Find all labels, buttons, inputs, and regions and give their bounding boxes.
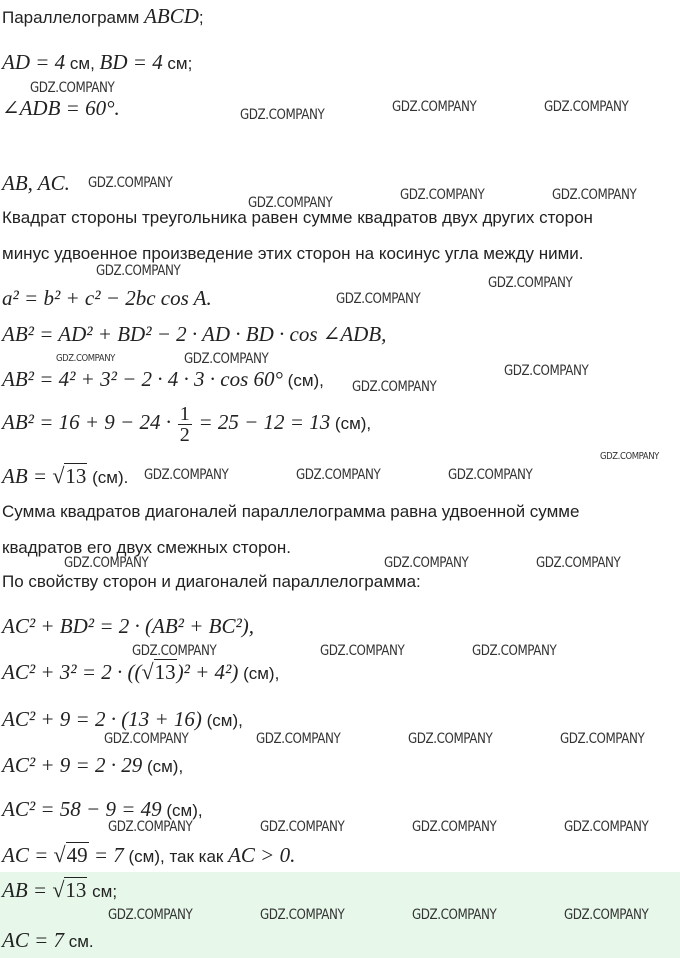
watermark: GDZ.COMPANY [504,363,589,379]
watermark: GDZ.COMPANY [488,275,573,291]
watermark: GDZ.COMPANY [260,907,345,923]
watermark: GDZ.COMPANY [56,353,115,364]
ac-line-6: AC = √49 = 7 (см), так как AC > 0. [2,842,296,867]
diag-text-1: Сумма квадратов диагоналей параллелограмма равна удвоенной сумме [2,502,580,521]
answer-line-2: AC = 7 см. [2,928,94,952]
watermark: GDZ.COMPANY [88,175,173,191]
watermark: GDZ.COMPANY [96,263,181,279]
watermark: GDZ.COMPANY [600,451,659,462]
find-line: AB, AC. [2,171,70,195]
watermark: GDZ.COMPANY [108,819,193,835]
fraction-one-half: $\frac{1}{2}$ [179,403,190,446]
sqrt-icon: √ [53,842,66,867]
watermark: GDZ.COMPANY [240,107,325,123]
watermark: GDZ.COMPANY [412,819,497,835]
ac-line-2: AC² + 3² = 2 · ((√13)² + 4²) (см), [2,659,280,684]
ab-line-4: AB = √13 (см). [2,463,129,488]
watermark: GDZ.COMPANY [392,99,477,115]
watermark: GDZ.COMPANY [144,467,229,483]
watermark: GDZ.COMPANY [256,731,341,747]
given-line-2: AD = 4 см, BD = 4 см; [2,50,193,74]
law-text-2: минус удвоенное произведение этих сторон на косинус угла между ними. [2,244,584,263]
given-line-3: ∠ADB = 60°. [2,96,120,120]
sqrt-icon: √ [141,659,154,684]
given-line-1: Параллелограмм ABCD; [2,4,204,28]
watermark: GDZ.COMPANY [536,555,621,571]
ac-line-4: AC² + 9 = 2 · 29 (см), [2,753,184,777]
watermark: GDZ.COMPANY [352,379,437,395]
diag-text-2: квадратов его двух смежных сторон. [2,538,291,557]
ab-line-1: AB² = AD² + BD² − 2 · AD · BD · cos ∠ADB, [2,322,387,346]
watermark: GDZ.COMPANY [448,467,533,483]
watermark: GDZ.COMPANY [336,291,421,307]
watermark: GDZ.COMPANY [400,187,485,203]
ac-line-3: AC² + 9 = 2 · (13 + 16) (см), [2,707,243,731]
watermark: GDZ.COMPANY [412,907,497,923]
watermark: GDZ.COMPANY [564,907,649,923]
ac-line-5: AC² = 58 − 9 = 49 (см), [2,797,203,821]
ab-line-2: AB² = 4² + 3² − 2 · 4 · 3 · cos 60° (см), [2,367,324,391]
diag-text-3: По свойству сторон и диагоналей параллелограмма: [2,572,421,591]
watermark: GDZ.COMPANY [564,819,649,835]
watermark: GDZ.COMPANY [552,187,637,203]
watermark: GDZ.COMPANY [384,555,469,571]
watermark: GDZ.COMPANY [30,80,115,96]
answer-line-1: AB = √13 см; [2,877,118,902]
sqrt-icon: √ [52,463,65,488]
law-formula: a² = b² + c² − 2bc cos A. [2,286,212,310]
watermark: GDZ.COMPANY [296,467,381,483]
watermark: GDZ.COMPANY [108,907,193,923]
sqrt-icon: √ [52,877,65,902]
ab-line-3: AB² = 16 + 9 − 24 · $\frac{1}{2}$ = 25 − 12 = 13 (см), [2,403,372,446]
watermark: GDZ.COMPANY [472,643,557,659]
watermark: GDZ.COMPANY [248,195,333,211]
watermark: GDZ.COMPANY [260,819,345,835]
watermark: GDZ.COMPANY [132,643,217,659]
watermark: GDZ.COMPANY [560,731,645,747]
watermark: GDZ.COMPANY [184,351,269,367]
watermark: GDZ.COMPANY [64,555,149,571]
watermark: GDZ.COMPANY [408,731,493,747]
ac-line-1: AC² + BD² = 2 · (AB² + BC²), [2,614,254,638]
law-text-1: Квадрат стороны треугольника равен сумме квадратов двух других сторон [2,208,593,227]
watermark: GDZ.COMPANY [544,99,629,115]
watermark: GDZ.COMPANY [104,731,189,747]
watermark: GDZ.COMPANY [320,643,405,659]
